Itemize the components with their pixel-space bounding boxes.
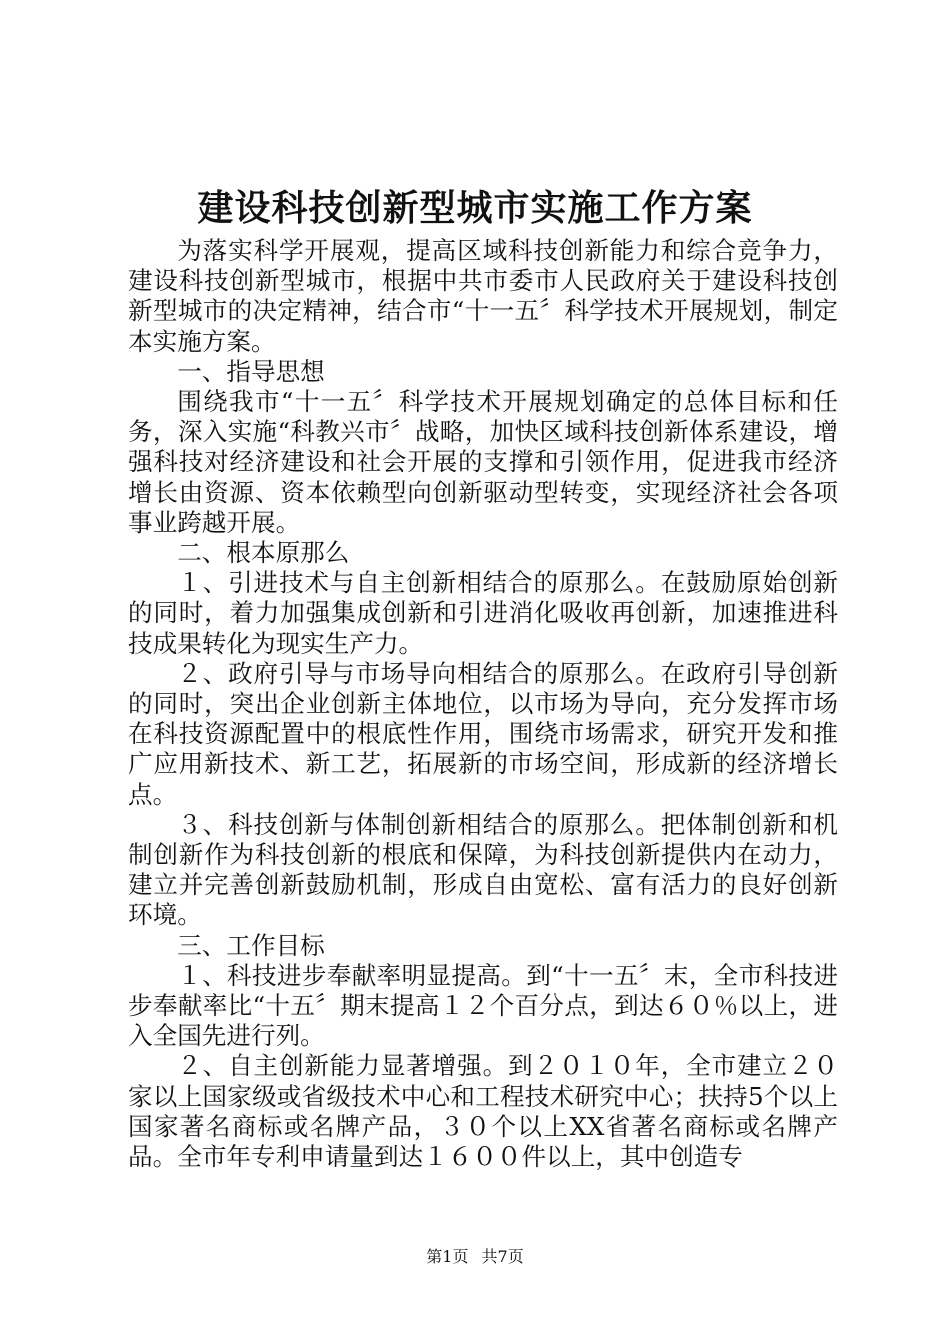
paragraph-intro: 为落实科学开展观，提高区域科技创新能力和综合竞争力，建设科技创新型城市，根据中共市委市人民政府关于建设科技创新型城市的决定精神，结合市“十一五〞科学技术开展规划，制定本实施方案。 bbox=[128, 236, 838, 356]
section-heading-work-goals: 三、工作目标 bbox=[177, 930, 325, 960]
section-heading-guiding-ideology: 一、指导思想 bbox=[177, 356, 325, 386]
paragraph-principle-2: ２、政府引导与市场导向相结合的原那么。在政府引导创新的同时，突出企业创新主体地位，以市场为导向，充分发挥市场在科技资源配置中的根底性作用，围绕市场需求，研究开发和推广应用新技术、新工艺，拓展新的市场空间，形成新的经济增长点。 bbox=[128, 658, 838, 809]
paragraph-guiding-ideology: 围绕我市“十一五〞科学技术开展规划确定的总体目标和任务，深入实施“科教兴市〞战略，加快区域科技创新体系建设，增强科技对经济建设和社会开展的支撑和引领作用，促进我市经济增长由资源、资本依赖型向创新驱动型转变，实现经济社会各项事业跨越开展。 bbox=[128, 387, 838, 537]
paragraph-goal-2: ２、自主创新能力显著增强。到２０１０年，全市建立２０家以上国家级或省级技术中心和工程技术研究中心；扶持5个以上国家著名商标或名牌产品，３０个以上XX省著名商标或名牌产品。全市年专利申请量到达１６００件以上，其中创造专 bbox=[128, 1051, 838, 1172]
paragraph-principle-1: １、引进技术与自主创新相结合的原那么。在鼓励原始创新的同时，着力加强集成创新和引进消化吸收再创新，加速推进科技成果转化为现实生产力。 bbox=[128, 568, 838, 658]
page-number: 第1页 bbox=[426, 1247, 469, 1266]
document-title: 建设科技创新型城市实施工作方案 bbox=[197, 188, 753, 229]
section-heading-basic-principles: 二、根本原那么 bbox=[177, 538, 350, 568]
page-total: 共7页 bbox=[481, 1247, 524, 1266]
document-body bbox=[128, 236, 838, 1172]
paragraph-goal-1: １、科技进步奉献率明显提高。到“十一五〞末，全市科技进步奉献率比“十五〞期末提高１２个百分点，到达６０％以上，进入全国先进行列。 bbox=[128, 960, 838, 1051]
page-footer bbox=[0, 1246, 950, 1268]
paragraph-principle-3: ３、科技创新与体制创新相结合的原那么。把体制创新和机制创新作为科技创新的根底和保障，为科技创新提供内在动力，建立并完善创新鼓励机制，形成自由宽松、富有活力的良好创新环境。 bbox=[128, 809, 838, 930]
